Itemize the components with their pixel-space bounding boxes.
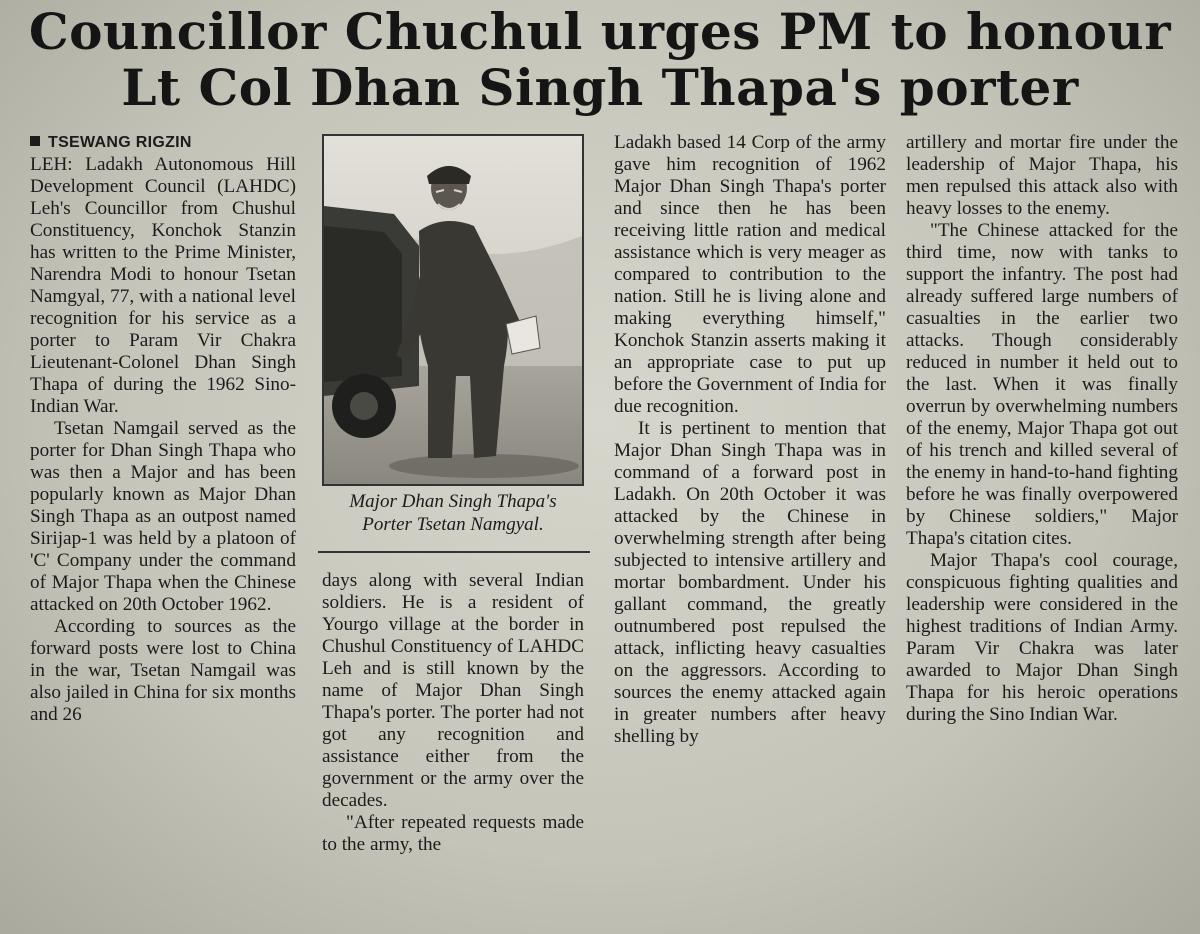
photo-caption-line-2: Porter Tsetan Namgyal. [362,514,544,535]
paragraph: artillery and mortar fire under the leadership of Major Thapa, his men repulsed this attack also with heavy losses to the enemy. [906,132,1178,219]
article-column-1 [30,132,296,726]
paragraph: days along with several Indian soldiers. He is a resident of Yourgo village at the border in Chushul Constituency of LAHDC Leh and is still known by the name of Major Dhan Singh Thapa's porter. The porter had not got any recognition and assistance either from the government or the army over the decades. [322,570,584,811]
paragraph: LEH: Ladakh Autonomous Hill Development Council (LAHDC) Leh's Councillor from Chushul Constituency, Konchok Stanzin has written to the Prime Minister, Narendra Modi to honour Tsetan Namgyal, 77, with a national level recognition for his service as a porter to Param Vir Chakra Lieutenant-Colonel Dhan Singh Thapa of during the 1962 Sino-Indian War. [30,154,296,417]
porter-photo-image [324,136,582,484]
photo-caption-line-1: Major Dhan Singh Thapa's [349,491,557,512]
headline-line-1: Councillor Chuchul urges PM to honour [28,2,1172,61]
article-column-4 [906,132,1178,726]
paragraph: It is pertinent to mention that Major Dhan Singh Thapa was in command of a forward post in Ladakh. On 20th October it was attacked by the Chinese in overwhelming strength after being subjected to intensive artillery and mortar bombardment. Under his gallant command, the greatly outnumbered post repulsed the attack, inflicting heavy casualties on the aggressors. According to sources the enemy attacked again in greater numbers after heavy shelling by [614,418,886,747]
paragraph: "After repeated requests made to the army, the [322,812,584,855]
byline [30,132,296,154]
paragraph: Ladakh based 14 Corp of the army gave him recognition of 1962 Major Dhan Singh Thapa's porter and since then he has been receiving little ration and medical assistance which is very meager as compared to contribution to the nation. Still he is living alone and making everything himself," Konchok Stanzin asserts making it an appropriate case to put up before the Government of India for due recognition. [614,132,886,417]
paragraph: Major Thapa's cool courage, conspicuous fighting qualities and leadership were considered in the highest traditions of Indian Army. Param Vir Chakra was later awarded to Major Dhan Singh Thapa for his heroic operations during the Sino Indian War. [906,550,1178,725]
byline-bullet-icon [30,136,40,146]
porter-photo [322,134,584,486]
paragraph: According to sources as the forward posts were lost to China in the war, Tsetan Namgail was also jailed in China for six months and 26 [30,616,296,725]
headline-line-2: Lt Col Dhan Singh Thapa's porter [121,58,1079,117]
article-column-2 [322,570,584,856]
paragraph: Tsetan Namgail served as the porter for Dhan Singh Thapa who was then a Major and has been popularly known as Major Dhan Singh Thapa as an outpost named Sirijap-1 was held by a platoon of 'C' Company under the command of Major Thapa when the Chinese attacked on 20th October 1962. [30,418,296,615]
headline [0,4,1200,116]
photo-caption [322,490,584,536]
byline-author: TSEWANG RIGZIN [48,134,192,151]
article-column-3 [614,132,886,748]
caption-divider [318,551,590,553]
paragraph: "The Chinese attacked for the third time, now with tanks to support the infantry. The post had already suffered large numbers of casualties in the earlier two attacks. Though considerably reduced in number it held out to the last. When it was finally overrun by overwhelming numbers of the enemy, Major Thapa got out of his trench and killed several of the enemy in hand-to-hand fighting before he was finally overpowered by Chinese soldiers," Major Thapa's citation cites. [906,220,1178,549]
